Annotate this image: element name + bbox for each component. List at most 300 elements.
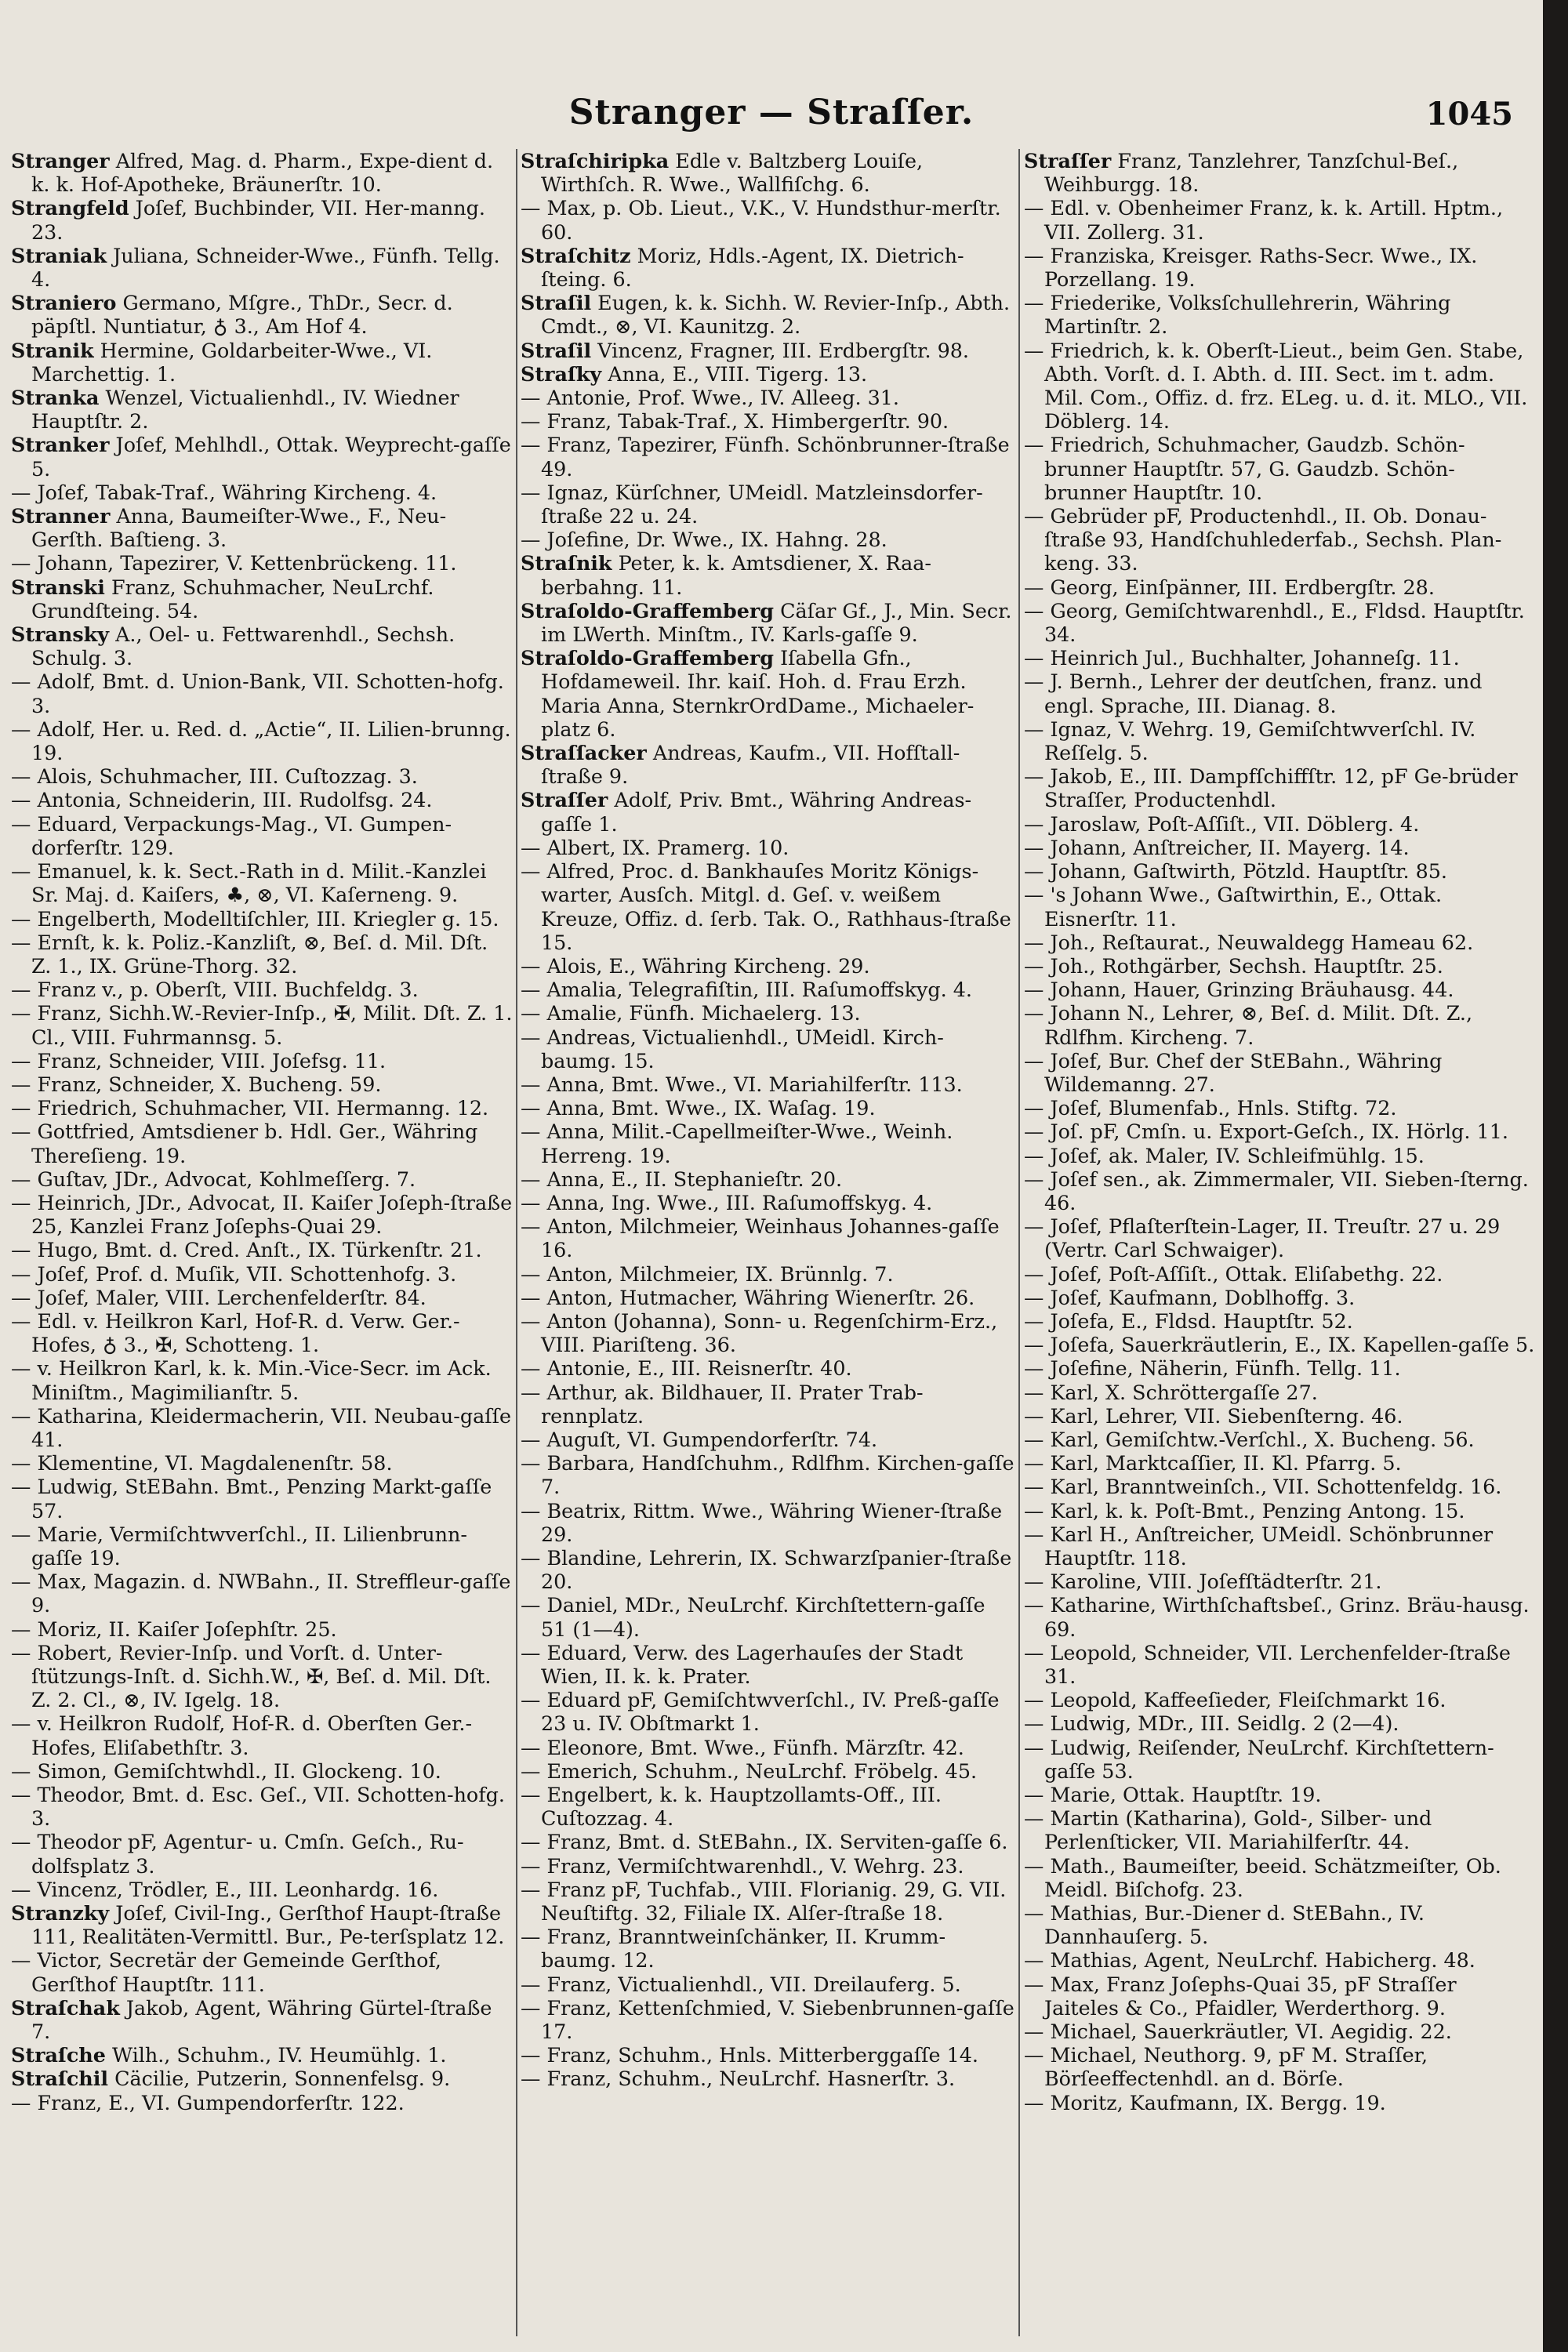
directory-entry — [11, 1641, 513, 1712]
entry-text: — Math., Baumeiſter, beeid. Schätzmeiſter, Ob. Meidl. Biſchofg. 23. — [1024, 1853, 1501, 1901]
entry-headword: Straſchiripka — [521, 149, 670, 172]
directory-entry — [521, 788, 1014, 835]
entry-text: — Alois, Schuhmacher, III. Cuſtozzag. 3. — [11, 764, 418, 789]
entry-headword: Stranner — [11, 504, 111, 528]
directory-entry — [11, 244, 513, 291]
directory-entry — [521, 1641, 1014, 1688]
entry-text: — Mathias, Bur.-Diener d. StEBahn., IV. Dannhauſerg. 5. — [1024, 1901, 1425, 1949]
entry-headword: Straſil — [521, 338, 592, 362]
directory-entry — [521, 1428, 1014, 1451]
entry-text: — Anton, Milchmeier, Weinhaus Johannes-gaſſe 16. — [521, 1214, 1000, 1262]
column-1 — [11, 149, 513, 2336]
entry-text: — Friedrich, k. k. Oberſt-Lieut., beim Gen. Stabe, Abth. Vorſt. d. I. Abth. d. III. Sect. im t. adm. Mil. Com., Offiz. d. frz. ELeg. u. d. it. MLO., VII. Döblerg. 14. — [1024, 338, 1528, 434]
directory-entry — [521, 1736, 1014, 1759]
entry-text: — Franz, Tabak-Traf., X. Himbergerſtr. 90. — [521, 409, 949, 434]
entry-text: — Simon, Gemiſchtwhdl., II. Glockeng. 10. — [11, 1759, 441, 1783]
entry-text: — Karoline, VIII. Joſefſtädterſtr. 21. — [1024, 1570, 1382, 1594]
entry-text: — J. Bernh., Lehrer der deutſchen, franz. und engl. Sprache, III. Dianag. 8. — [1024, 670, 1483, 717]
entry-text: — Franz pF, Tuchfab., VIII. Florianig. 29, G. VII. Neuſtiftg. 32, Filiale IX. Alſer-ſtraße 18. — [521, 1877, 1007, 1926]
directory-entry — [1024, 1428, 1535, 1451]
directory-entry — [11, 764, 513, 788]
entry-text: — Joſef, Maler, VIII. Lerchenfelderſtr. 84. — [11, 1285, 426, 1309]
directory-entry — [11, 1309, 513, 1356]
directory-entry — [1024, 2091, 1535, 2114]
entry-text: — Georg, Einſpänner, III. Erdbergſtr. 28. — [1024, 575, 1435, 599]
entry-headword: Straſchitz — [521, 243, 631, 267]
directory-entry — [1024, 196, 1535, 243]
entry-text: — Johann N., Lehrer, ⊗, Beſ. d. Milit. Dſt. Z., Rdlfhm. Kircheng. 7. — [1024, 1001, 1473, 1049]
entry-headword: Straſſer — [521, 788, 608, 812]
entry-text: — Moriz, II. Kaiſer Joſephſtr. 25. — [11, 1617, 337, 1641]
directory-entry — [11, 1356, 513, 1403]
entry-text: — Joſ. pF, Cmſn. u. Export-Geſch., IX. Hörlg. 11. — [1024, 1120, 1508, 1144]
directory-entry — [521, 1593, 1014, 1640]
directory-entry — [11, 1783, 513, 1830]
entry-text: — Katharina, Kleidermacherin, VII. Neubau-gaſſe 41. — [11, 1403, 512, 1451]
entry-headword: Stranker — [11, 433, 110, 457]
directory-entry — [1024, 149, 1535, 196]
directory-entry — [521, 1001, 1014, 1025]
entry-text: — Engelbert, k. k. Hauptzollamts-Off., III. Cuſtozzag. 4. — [521, 1783, 942, 1831]
directory-entry — [11, 788, 513, 811]
directory-entry — [11, 812, 513, 859]
directory-entry — [1024, 1404, 1535, 1428]
directory-entry — [11, 1996, 513, 2043]
entry-text: — Eduard, Verpackungs-Mag., VI. Gumpen-dorferſtr. 129. — [11, 811, 452, 859]
directory-entry — [11, 1570, 513, 1617]
entry-headword: Straniak — [11, 243, 107, 267]
entry-text: Vincenz, Fragner, III. Erdbergſtr. 98. — [591, 338, 969, 362]
directory-entry — [11, 1238, 513, 1261]
directory-entry — [521, 1096, 1014, 1120]
directory-entry — [521, 1025, 1014, 1073]
directory-entry — [1024, 1948, 1535, 1972]
directory-entry — [521, 1309, 1014, 1356]
directory-entry — [521, 362, 1014, 386]
directory-entry — [11, 2043, 513, 2067]
entry-text: — Blandine, Lehrerin, IX. Schwarzſpanier-ſtraße 20. — [521, 1545, 1012, 1594]
entry-text: — Beatrix, Rittm. Wwe., Währing Wiener-ſtraße 29. — [521, 1498, 1003, 1546]
directory-entry — [1024, 1381, 1535, 1404]
directory-entry — [11, 1073, 513, 1096]
entry-text: — Joſefa, E., Fldsd. Hauptſtr. 52. — [1024, 1308, 1353, 1333]
directory-entry — [11, 291, 513, 338]
directory-entry — [1024, 1711, 1535, 1735]
directory-entry — [521, 1688, 1014, 1735]
directory-entry — [11, 1120, 513, 1167]
directory-entry — [11, 1451, 513, 1475]
entry-text: — Joſef, Poſt-Aſſiſt., Ottak. Eliſabethg. 22. — [1024, 1261, 1443, 1286]
directory-entry — [11, 551, 513, 575]
entry-text: — Marie, Ottak. Hauptſtr. 19. — [1024, 1783, 1322, 1807]
entry-text: — Franz, Schneider, X. Bucheng. 59. — [11, 1072, 382, 1096]
directory-entry — [1024, 2043, 1535, 2090]
directory-entry — [1024, 1262, 1535, 1286]
directory-entry — [521, 646, 1014, 741]
entry-text: — Ignaz, V. Wehrg. 19, Gemiſchtwverſchl. IV. Reſſelg. 5. — [1024, 717, 1476, 765]
directory-entry — [11, 1001, 513, 1048]
entry-text: — Franz, Victualienhdl., VII. Dreilauferg. 5. — [521, 1972, 961, 1996]
directory-entry — [11, 504, 513, 551]
directory-entry — [11, 2067, 513, 2090]
directory-entry — [1024, 1783, 1535, 1806]
entry-text: Wilh., Schuhm., IV. Heumühlg. 1. — [105, 2043, 447, 2067]
entry-headword: Straſchil — [11, 2067, 109, 2091]
directory-entry — [1024, 339, 1535, 434]
directory-entry — [11, 622, 513, 670]
directory-entry — [521, 1167, 1014, 1191]
directory-entry — [521, 1214, 1014, 1261]
directory-entry — [521, 1262, 1014, 1286]
entry-text: — Heinrich, JDr., Advocat, II. Kaiſer Joſeph-ſtraße 25, Kanzlei Franz Joſephs-Quai 29. — [11, 1190, 513, 1239]
entry-text: Anna, Baumeiſter-Wwe., F., Neu-Gerſth. Baſtieng. 3. — [31, 504, 447, 552]
entry-text: — Joſefa, Sauerkräutlerin, E., IX. Kapellen-gaſſe 5. — [1024, 1333, 1535, 1357]
entry-text: — Anna, Bmt. Wwe., IX. Waſag. 19. — [521, 1096, 876, 1120]
directory-entry — [521, 551, 1014, 598]
entry-text: Peter, k. k. Amtsdiener, X. Raa-berbahng. 11. — [541, 551, 932, 599]
directory-entry — [11, 859, 513, 906]
directory-entry — [1024, 244, 1535, 291]
entry-text: — v. Heilkron Rudolf, Hof-R. d. Oberſten Ger.-Hofes, Eliſabethſtr. 3. — [11, 1711, 473, 1759]
entry-text: — Joh., Reſtaurat., Neuwaldegg Hameau 62. — [1024, 930, 1474, 954]
directory-entry — [1024, 836, 1535, 859]
directory-entry — [1024, 1901, 1535, 1948]
column-3 — [1024, 149, 1535, 2336]
entry-text: — Antonie, E., III. Reisnerſtr. 40. — [521, 1356, 852, 1381]
entry-text: Anna, E., VIII. Tigerg. 13. — [601, 361, 868, 386]
entry-text: — Antonia, Schneiderin, III. Rudolfsg. 24. — [11, 788, 433, 812]
entry-text: — Joſef, Bur. Chef der StEBahn., Währing Wildemanng. 27. — [1024, 1048, 1443, 1096]
directory-entry — [11, 575, 513, 622]
entry-text: Franz, Tanzlehrer, Tanzſchul-Beſ., Weihburgg. 18. — [1044, 149, 1459, 197]
entry-text: — Joſef, Prof. d. Muſik, VII. Schottenhofg. 3. — [11, 1261, 457, 1286]
entry-headword: Straſnik — [521, 551, 612, 575]
entry-text: — Edl. v. Heilkron Karl, Hof-R. d. Verw. Ger.-Hofes, ♁ 3., ✠, Schotteng. 1. — [11, 1308, 460, 1357]
entry-text: — Franz, Schuhm., NeuLrchf. Hasnerſtr. 3. — [521, 2067, 956, 2091]
entry-text: — Mathias, Agent, NeuLrchf. Habicherg. 48. — [1024, 1948, 1475, 1973]
entry-text: — Antonie, Prof. Wwe., IV. Alleeg. 31. — [521, 386, 899, 410]
directory-entry — [11, 433, 513, 480]
directory-entry — [1024, 1570, 1535, 1593]
directory-entry — [1024, 1096, 1535, 1120]
entry-text: Andreas, Kaufm., VII. Hofſtall-ſtraße 9. — [541, 741, 960, 789]
directory-entry — [1024, 646, 1535, 670]
entry-headword: Strangfeld — [11, 196, 129, 220]
entry-text: — Friedrich, Schuhmacher, Gaudzb. Schön-brunner Hauptſtr. 57, G. Gaudzb. Schön-brunner Hauptſtr. 10. — [1024, 433, 1465, 504]
directory-entry — [11, 1948, 513, 1995]
entry-text: — Karl, Lehrer, VII. Siebenſterng. 46. — [1024, 1403, 1403, 1428]
entry-text: — Eleonore, Bmt. Wwe., Fünfh. Märzſtr. 42. — [521, 1735, 964, 1759]
entry-text: — Anton, Hutmacher, Währing Wienerſtr. 26. — [521, 1285, 975, 1309]
directory-entry — [521, 978, 1014, 1001]
directory-entry — [1024, 1854, 1535, 1901]
entry-text: Hermine, Goldarbeiter-Wwe., VI. Marchettig. 1. — [31, 338, 433, 386]
entry-text: — Adolf, Bmt. d. Union-Bank, VII. Schotten-hofg. 3. — [11, 670, 504, 717]
directory-entry — [11, 1523, 513, 1570]
directory-entry — [11, 1830, 513, 1877]
entry-headword: Straniero — [11, 291, 117, 315]
directory-entry — [1024, 931, 1535, 954]
directory-entry — [521, 1499, 1014, 1546]
entry-text: — Franz, Branntweinſchänker, II. Krumm-baumg. 12. — [521, 1925, 946, 1973]
entry-text: — Franz, Vermiſchtwarenhdl., V. Wehrg. 23. — [521, 1853, 964, 1878]
directory-entry — [521, 481, 1014, 528]
directory-entry — [1024, 2020, 1535, 2043]
entry-text: — Anna, Milit.-Capellmeiſter-Wwe., Weinh. Herreng. 19. — [521, 1120, 953, 1167]
entry-text: — Anton (Johanna), Sonn- u. Regenſchirm-Erz., VIII. Piariſteng. 36. — [521, 1308, 998, 1357]
directory-entry — [1024, 575, 1535, 599]
entry-text: — Heinrich Jul., Buchhalter, Johanneſg. 11. — [1024, 646, 1460, 670]
directory-entry — [1024, 1973, 1535, 2020]
entry-text: — Arthur, ak. Bildhauer, II. Prater Trab-rennplatz. — [521, 1380, 924, 1428]
directory-entry — [1024, 1499, 1535, 1523]
entry-text: — Joſefine, Näherin, Fünfh. Tellg. 11. — [1024, 1356, 1401, 1381]
directory-entry — [1024, 1120, 1535, 1143]
directory-entry — [11, 1286, 513, 1309]
entry-text: — Ernſt, k. k. Poliz.-Kanzliſt, ⊗, Beſ. d. Mil. Dſt. Z. 1., IX. Grüne-Thorg. 32. — [11, 930, 488, 978]
entry-text: — Franz, Schneider, VIII. Joſefsg. 11. — [11, 1048, 387, 1073]
entry-text: — Karl H., Anſtreicher, UMeidl. Schönbrunner Hauptſtr. 118. — [1024, 1522, 1494, 1570]
entry-text: — Joſefine, Dr. Wwe., IX. Hahng. 28. — [521, 528, 887, 552]
entry-headword: Stranik — [11, 338, 94, 362]
entry-text: — Max, Franz Joſephs-Quai 35, pF Straſſer Jaiteles & Co., Pfaidler, Werderthorg. 9. — [1024, 1972, 1457, 2020]
entry-text: Juliana, Schneider-Wwe., Fünfh. Tellg. 4. — [31, 243, 500, 292]
entry-text: — Leopold, Schneider, VII. Lerchenfelder-ſtraße 31. — [1024, 1640, 1511, 1688]
directory-entry — [1024, 291, 1535, 338]
entry-text: — Barbara, Handſchuhm., Rdlfhm. Kirchen-gaſſe 7. — [521, 1451, 1014, 1499]
entry-text: — Karl, X. Schröttergaſſe 27. — [1024, 1380, 1318, 1404]
entry-text: — Johann, Tapezirer, V. Kettenbrückeng. 11. — [11, 551, 457, 575]
entry-text: — Joſef, Tabak-Traf., Währing Kircheng. 4. — [11, 480, 437, 504]
entry-text: — Theodor pF, Agentur- u. Cmſn. Geſch., Ru-dolfsplatz 3. — [11, 1830, 464, 1878]
directory-entry — [11, 907, 513, 931]
entry-text: — Anton, Milchmeier, IX. Brünnlg. 7. — [521, 1261, 894, 1286]
entry-text: — Franz, E., VI. Gumpendorferſtr. 122. — [11, 2090, 405, 2114]
column-divider — [516, 149, 517, 2336]
directory-entry — [11, 1475, 513, 1522]
entry-text: — Ignaz, Kürſchner, UMeidl. Matzleinsdorfer-ſtraße 22 u. 24. — [521, 480, 983, 528]
entry-text: — Adolf, Her. u. Red. d. „Actie“, II. Lilien-brunng. 19. — [11, 717, 511, 765]
directory-entry — [1024, 1736, 1535, 1783]
entry-text: — Friedrich, Schuhmacher, VII. Hermanng. 12. — [11, 1096, 489, 1120]
entry-text: — Emanuel, k. k. Sect.-Rath in d. Milit.-Kanzlei Sr. Maj. d. Kaiſers, ♣, ⊗, VI. Kaſerneng. 9. — [11, 859, 487, 907]
entry-text: — Engelberth, Modelltiſchler, III. Kriegler g. 15. — [11, 906, 499, 931]
directory-entry — [521, 1381, 1014, 1428]
entry-text: — Michael, Sauerkräutler, VI. Aegidig. 22. — [1024, 2020, 1452, 2044]
entry-text: — Joſef, Pflaſterſtein-Lager, II. Treuſtr. 27 u. 29 (Vertr. Carl Schwaiger). — [1024, 1214, 1501, 1262]
directory-entry — [1024, 1049, 1535, 1096]
directory-entry — [521, 1973, 1014, 1996]
entry-text: — Moritz, Kaufmann, IX. Bergg. 19. — [1024, 2090, 1386, 2114]
entry-headword: Stranzky — [11, 1901, 110, 1926]
directory-entry — [11, 481, 513, 504]
directory-entry — [1024, 1001, 1535, 1048]
entry-text: Adolf, Priv. Bmt., Währing Andreas-gaſſe 1. — [541, 788, 972, 836]
entry-text: Edle v. Baltzberg Louiſe, Wirthſch. R. Wwe., Wallfiſchg. 6. — [541, 149, 924, 197]
directory-entry — [521, 1546, 1014, 1593]
entry-text: — Joſef, ak. Maler, IV. Schleifmühlg. 15. — [1024, 1143, 1425, 1167]
entry-headword: Stransky — [11, 622, 109, 647]
directory-entry — [521, 1878, 1014, 1925]
directory-entry — [1024, 812, 1535, 836]
entry-text: — Edl. v. Obenheimer Franz, k. k. Artill. Hptm., VII. Zollerg. 31. — [1024, 196, 1504, 244]
entry-headword: Straſoldo-Graffemberg — [521, 598, 775, 622]
entry-text: Jakob, Agent, Währing Gürtel-ſtraße 7. — [31, 1995, 492, 2044]
entry-text: — Johann, Hauer, Grinzing Bräuhausg. 44. — [1024, 978, 1454, 1002]
entry-text: — Johann, Anſtreicher, II. Mayerg. 14. — [1024, 835, 1410, 859]
directory-entry — [11, 386, 513, 433]
directory-entry — [1024, 1641, 1535, 1688]
entry-text: — Andreas, Victualienhdl., UMeidl. Kirch-baumg. 15. — [521, 1025, 944, 1073]
running-head: Stranger — Straſſer. — [568, 93, 975, 132]
entry-text: — Katharine, Wirthſchaftsbeſ., Grinz. Bräu-hausg. 69. — [1024, 1593, 1530, 1641]
directory-entry — [11, 1167, 513, 1191]
entry-text: — Joſef, Blumenfab., Hnls. Stiftg. 72. — [1024, 1096, 1397, 1120]
directory-entry — [1024, 1356, 1535, 1380]
entry-text: — Alois, E., Währing Kircheng. 29. — [521, 953, 870, 978]
directory-entry — [1024, 1144, 1535, 1167]
entry-text: — Joh., Rothgärber, Sechsh. Hauptſtr. 25. — [1024, 953, 1443, 978]
entry-text: — Ludwig, Reiſender, NeuLrchf. Kirchſtettern-gaſſe 53. — [1024, 1735, 1494, 1783]
directory-entry — [521, 291, 1014, 338]
directory-entry — [11, 339, 513, 386]
directory-entry — [521, 741, 1014, 788]
entry-text: — v. Heilkron Karl, k. k. Min.-Vice-Secr. im Ack. Miniſtm., Magimilianſtr. 5. — [11, 1356, 492, 1404]
directory-entry — [11, 1617, 513, 1641]
entry-text: — Jakob, E., III. Dampfſchiffſtr. 12, pF Ge-brüder Straſſer, Productenhdl. — [1024, 764, 1518, 812]
entry-text: — Franz, Tapezirer, Fünfh. Schönbrunner-ſtraße 49. — [521, 433, 1010, 481]
directory-entry — [521, 1854, 1014, 1878]
directory-entry — [11, 196, 513, 243]
directory-entry — [521, 836, 1014, 859]
entry-text: A., Oel- u. Fettwarenhdl., Sechsh. Schulg. 3. — [31, 622, 456, 670]
directory-entry — [521, 1120, 1014, 1167]
directory-entry — [11, 1759, 513, 1783]
directory-entry — [1024, 504, 1535, 575]
directory-entry — [1024, 1593, 1535, 1640]
entry-text: — Albert, IX. Pramerg. 10. — [521, 835, 789, 859]
page-edge — [1543, 0, 1568, 2352]
entry-text: Wenzel, Victualienhdl., IV. Wiedner Hauptſtr. 2. — [31, 386, 459, 434]
entry-headword: Stranger — [11, 149, 110, 172]
entry-text: — Theodor, Bmt. d. Esc. Geſ., VII. Schotten-hofg. 3. — [11, 1783, 505, 1831]
directory-entry — [11, 149, 513, 196]
entry-text: Cäcilie, Putzerin, Sonnenfelsg. 9. — [108, 2067, 451, 2091]
directory-entry — [11, 1404, 513, 1451]
entry-text: — Karl, Gemiſchtw.-Verſchl., X. Bucheng. 56. — [1024, 1427, 1475, 1451]
entry-text: — Marie, Vermiſchtwverſchl., II. Lilienbrunn-gaſſe 19. — [11, 1522, 467, 1570]
entry-text: Joſef, Civil-Ing., Gerſthof Haupt-ſtraße 111, Realitäten-Vermittl. Bur., Pe-terſsplatz 12. — [31, 1901, 505, 1949]
entry-text: — Emerich, Schuhm., NeuLrchf. Fröbelg. 45. — [521, 1759, 978, 1783]
directory-entry — [11, 1191, 513, 1238]
directory-entry — [11, 2091, 513, 2114]
entry-text: — Gebrüder pF, Productenhdl., II. Ob. Donau-ſtraße 93, Handſchuhlederfab., Sechsh. Plan-keng. 33. — [1024, 504, 1502, 575]
entry-text: Cäſar Gf., J., Min. Secr. im LWerth. Minſtm., IV. Karls-gaſſe 9. — [541, 598, 1012, 647]
directory-entry — [11, 931, 513, 978]
entry-text: Alfred, Mag. d. Pharm., Expe-dient d. k. k. Hof-Apotheke, Bräunerſtr. 10. — [31, 149, 494, 197]
entry-text: — Franz, Sichh.W.-Revier-Inſp., ✠, Milit. Dſt. Z. 1. Cl., VIII. Fuhrmannsg. 5. — [11, 1001, 513, 1049]
entry-text: — Alfred, Proc. d. Bankhauſes Moritz Königs-warter, Ausſch. Mitgl. d. Geſ. v. weißem Kreuze, Offiz. d. ſerb. Tak. O., Rathhaus-ſtraße 15. — [521, 859, 1011, 954]
directory-entry — [1024, 1451, 1535, 1475]
entry-text: — Guſtav, JDr., Advocat, Kohlmeſſerg. 7. — [11, 1167, 416, 1191]
entry-text: — Victor, Secretär der Gemeinde Gerſthof, Gerſthof Hauptſtr. 111. — [11, 1948, 441, 1996]
directory-entry — [1024, 978, 1535, 1001]
directory-entry — [521, 196, 1014, 243]
entry-text: — Jaroslaw, Poſt-Aſſiſt., VII. Döblerg. 4. — [1024, 811, 1420, 836]
directory-entry — [11, 1096, 513, 1120]
entry-headword: Straſoldo-Graffemberg — [521, 646, 775, 670]
entry-text: Franz, Schuhmacher, NeuLrchf. Grundſteing. 54. — [31, 575, 434, 622]
directory-entry — [521, 1925, 1014, 1972]
directory-entry — [1024, 1688, 1535, 1711]
directory-entry — [11, 1711, 513, 1759]
entry-text: — Johann, Gaſtwirth, Pötzld. Hauptſtr. 85. — [1024, 859, 1447, 884]
directory-entry — [11, 670, 513, 717]
column-2 — [521, 149, 1014, 2336]
directory-entry — [11, 1878, 513, 1901]
directory-entry — [521, 599, 1014, 646]
directory-entry — [521, 1996, 1014, 2043]
directory-entry — [521, 1356, 1014, 1380]
directory-entry — [1024, 859, 1535, 883]
directory-entry — [1024, 1286, 1535, 1309]
column-divider — [1018, 149, 1020, 2336]
directory-entry — [1024, 1333, 1535, 1356]
directory-entry — [521, 244, 1014, 291]
entry-text: — Karl, k. k. Poſt-Bmt., Penzing Antong. 15. — [1024, 1498, 1465, 1523]
entry-headword: Straſchak — [11, 1995, 120, 2020]
entry-text: — Ludwig, StEBahn. Bmt., Penzing Markt-gaſſe 57. — [11, 1475, 492, 1523]
directory-entry — [1024, 1309, 1535, 1333]
entry-headword: Straſſacker — [521, 741, 647, 765]
directory-entry — [1024, 1214, 1535, 1261]
directory-entry — [521, 2043, 1014, 2067]
entry-text: — Vincenz, Trödler, E., III. Leonhardg. 16. — [11, 1877, 439, 1901]
entry-text: Moriz, Hdls.-Agent, IX. Dietrich-ſteing. 6. — [541, 243, 964, 292]
directory-entry — [521, 954, 1014, 978]
directory-entry — [521, 433, 1014, 480]
directory-entry — [521, 409, 1014, 433]
columns — [0, 149, 1543, 2336]
entry-text: Joſef, Mehlhdl., Ottak. Weyprecht-gaſſe 5. — [31, 433, 511, 481]
entry-text: Germano, Mſgre., ThDr., Secr. d. päpſtl. Nuntiatur, ♁ 3., Am Hof 4. — [31, 291, 453, 339]
directory-entry — [11, 1901, 513, 1948]
entry-text: — Franz, Schuhm., Hnls. Mitterberggaſſe 14. — [521, 2043, 978, 2067]
directory-entry — [1024, 717, 1535, 764]
directory-entry — [1024, 954, 1535, 978]
directory-entry — [521, 1286, 1014, 1309]
entry-text: — Hugo, Bmt. d. Cred. Anſt., IX. Türkenſtr. 21. — [11, 1238, 482, 1262]
entry-text: — Franz, Kettenſchmied, V. Siebenbrunnen-gaſſe 17. — [521, 1995, 1014, 2044]
entry-text: — Auguſt, VI. Gumpendorferſtr. 74. — [521, 1427, 878, 1451]
directory-entry — [1024, 670, 1535, 717]
entry-text: — Max, p. Ob. Lieut., V.K., V. Hundsthur-merſtr. 60. — [521, 196, 1001, 244]
directory-entry — [521, 386, 1014, 409]
directory-entry — [521, 1191, 1014, 1214]
entry-headword: Straſil — [521, 291, 592, 315]
directory-entry — [521, 2067, 1014, 2090]
entry-headword: Stranka — [11, 386, 100, 410]
directory-entry — [521, 1451, 1014, 1498]
entry-text: — Anna, Ing. Wwe., III. Raſumoffskyg. 4. — [521, 1190, 933, 1214]
entry-text: — Leopold, Kaffeeſieder, Fleiſchmarkt 16. — [1024, 1688, 1446, 1712]
entry-text: — Amalie, Fünfh. Michaelerg. 13. — [521, 1001, 861, 1025]
directory-entry — [521, 1073, 1014, 1096]
directory-entry — [11, 978, 513, 1001]
entry-text: — Klementine, VI. Magdalenenſtr. 58. — [11, 1451, 393, 1475]
entry-text: — Michael, Neuthorg. 9, pF M. Straſſer, Börſeeffectenhdl. an d. Börſe. — [1024, 2043, 1428, 2091]
entry-text: — Friederike, Volksſchullehrerin, Währing Martinſtr. 2. — [1024, 291, 1451, 339]
